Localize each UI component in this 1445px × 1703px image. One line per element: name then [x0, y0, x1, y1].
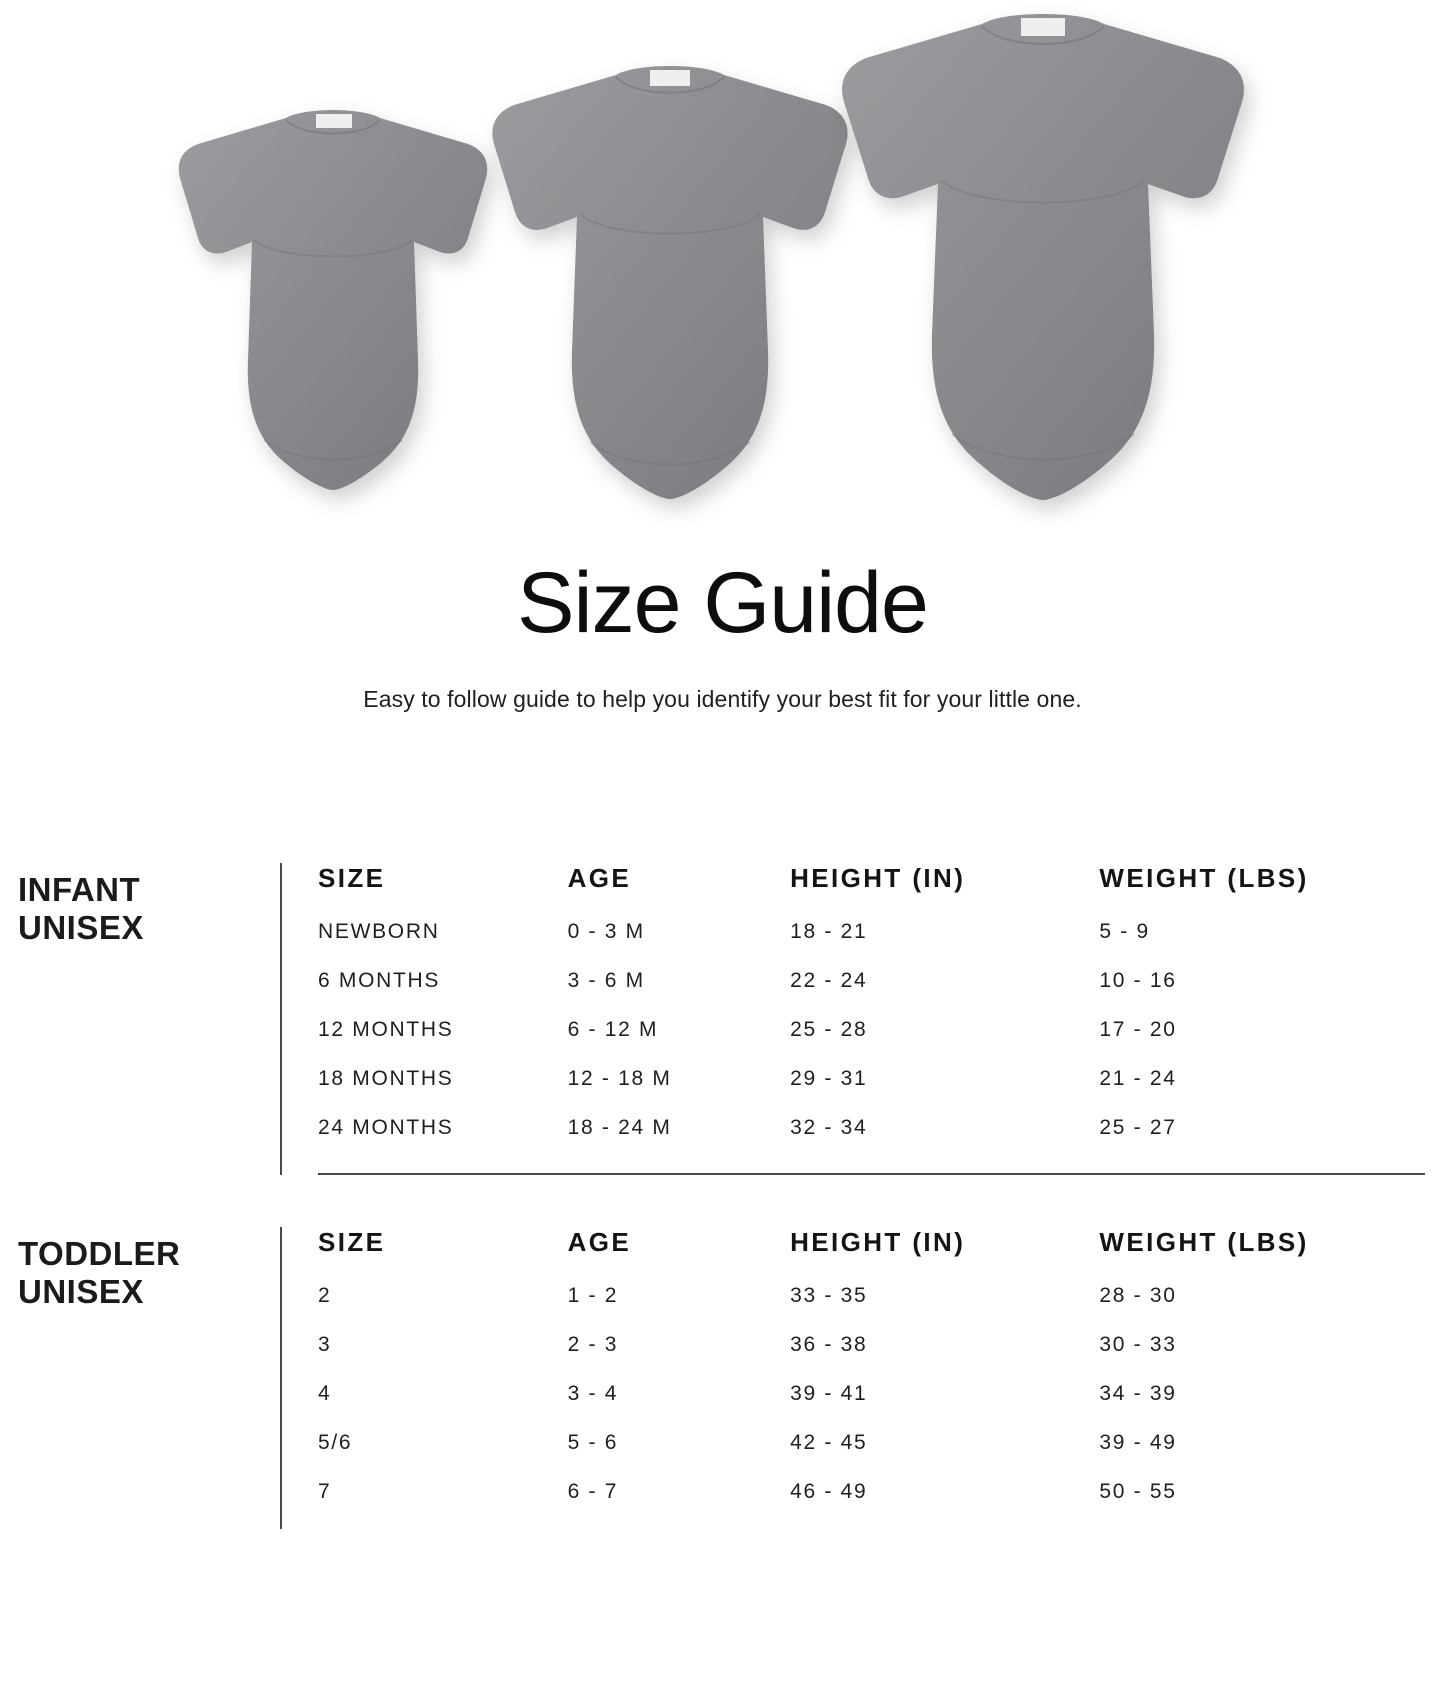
cell-size: 2	[318, 1284, 332, 1308]
cell-weight: 39 - 49	[1099, 1431, 1177, 1455]
cell-weight: 28 - 30	[1099, 1284, 1177, 1308]
cell-size: 3	[318, 1333, 332, 1357]
section-label-toddler	[18, 1227, 280, 1311]
cell-age: 18 - 24 M	[567, 1116, 672, 1140]
table-row	[318, 1067, 1425, 1116]
section-toddler-unisex	[18, 1227, 1425, 1529]
table-row	[318, 1018, 1425, 1067]
cell-weight: 25 - 27	[1099, 1116, 1177, 1140]
cell-weight: 21 - 24	[1099, 1067, 1177, 1091]
cell-weight: 30 - 33	[1099, 1333, 1177, 1357]
cell-size: 4	[318, 1382, 332, 1406]
section-label-infant-line1: INFANT	[18, 871, 141, 909]
section-label-infant	[18, 863, 280, 947]
cell-weight: 50 - 55	[1099, 1480, 1177, 1504]
cell-weight: 10 - 16	[1099, 969, 1177, 993]
cell-age: 6 - 7	[567, 1480, 619, 1504]
column-header-size: SIZE	[318, 1227, 386, 1258]
table-header-row	[318, 863, 1425, 920]
section-label-toddler-line2: UNISEX	[18, 1273, 144, 1311]
cell-age: 0 - 3 M	[567, 920, 645, 944]
column-header-age: AGE	[567, 863, 632, 894]
cell-height: 46 - 49	[790, 1480, 868, 1504]
table-row	[318, 920, 1425, 969]
cell-size: 7	[318, 1480, 332, 1504]
product-image-banner	[0, 0, 1445, 540]
cell-height: 33 - 35	[790, 1284, 868, 1308]
cell-age: 6 - 12 M	[567, 1018, 659, 1042]
table-row	[318, 1284, 1425, 1333]
table-row	[318, 1333, 1425, 1382]
section-divider	[318, 1173, 1425, 1175]
page-title: Size Guide	[517, 555, 928, 651]
table-row	[318, 1431, 1425, 1480]
cell-age: 2 - 3	[567, 1333, 619, 1357]
cell-height: 22 - 24	[790, 969, 868, 993]
table-holder-toddler	[280, 1227, 1425, 1529]
column-header-size: SIZE	[318, 863, 386, 894]
cell-size: NEWBORN	[318, 920, 440, 944]
cell-age: 3 - 4	[567, 1382, 619, 1406]
bodysuit-image-large	[828, 14, 1258, 524]
cell-size: 5/6	[318, 1431, 353, 1455]
cell-age: 12 - 18 M	[567, 1067, 672, 1091]
cell-age: 5 - 6	[567, 1431, 619, 1455]
cell-height: 29 - 31	[790, 1067, 868, 1091]
section-label-toddler-line1: TODDLER	[18, 1235, 181, 1273]
cell-weight: 34 - 39	[1099, 1382, 1177, 1406]
cell-height: 42 - 45	[790, 1431, 868, 1455]
cell-height: 25 - 28	[790, 1018, 868, 1042]
cell-height: 39 - 41	[790, 1382, 868, 1406]
section-label-infant-line2: UNISEX	[18, 909, 144, 947]
cell-height: 32 - 34	[790, 1116, 868, 1140]
table-row	[318, 1382, 1425, 1431]
table-holder-infant	[280, 863, 1425, 1175]
cell-height: 18 - 21	[790, 920, 868, 944]
size-table-toddler	[318, 1227, 1425, 1529]
cell-weight: 5 - 9	[1099, 920, 1150, 944]
table-row	[318, 1480, 1425, 1529]
cell-weight: 17 - 20	[1099, 1018, 1177, 1042]
column-header-weight: WEIGHT (LBS)	[1099, 1227, 1309, 1258]
title-block	[0, 555, 1445, 713]
cell-age: 1 - 2	[567, 1284, 619, 1308]
cell-size: 18 MONTHS	[318, 1067, 454, 1091]
section-infant-unisex	[18, 863, 1425, 1175]
bodysuit-image-medium	[480, 66, 860, 526]
size-tables	[0, 863, 1445, 1529]
bodysuit-image-small	[168, 110, 498, 520]
page-subtitle: Easy to follow guide to help you identify your best fit for your little one.	[363, 686, 1082, 713]
cell-size: 6 MONTHS	[318, 969, 441, 993]
column-header-height: HEIGHT (IN)	[790, 863, 966, 894]
cell-size: 24 MONTHS	[318, 1116, 454, 1140]
column-header-age: AGE	[567, 1227, 632, 1258]
size-table-infant	[318, 863, 1425, 1165]
column-header-height: HEIGHT (IN)	[790, 1227, 966, 1258]
cell-size: 12 MONTHS	[318, 1018, 454, 1042]
table-header-row	[318, 1227, 1425, 1284]
cell-age: 3 - 6 M	[567, 969, 645, 993]
table-row	[318, 969, 1425, 1018]
column-header-weight: WEIGHT (LBS)	[1099, 863, 1309, 894]
table-row	[318, 1116, 1425, 1165]
cell-height: 36 - 38	[790, 1333, 868, 1357]
